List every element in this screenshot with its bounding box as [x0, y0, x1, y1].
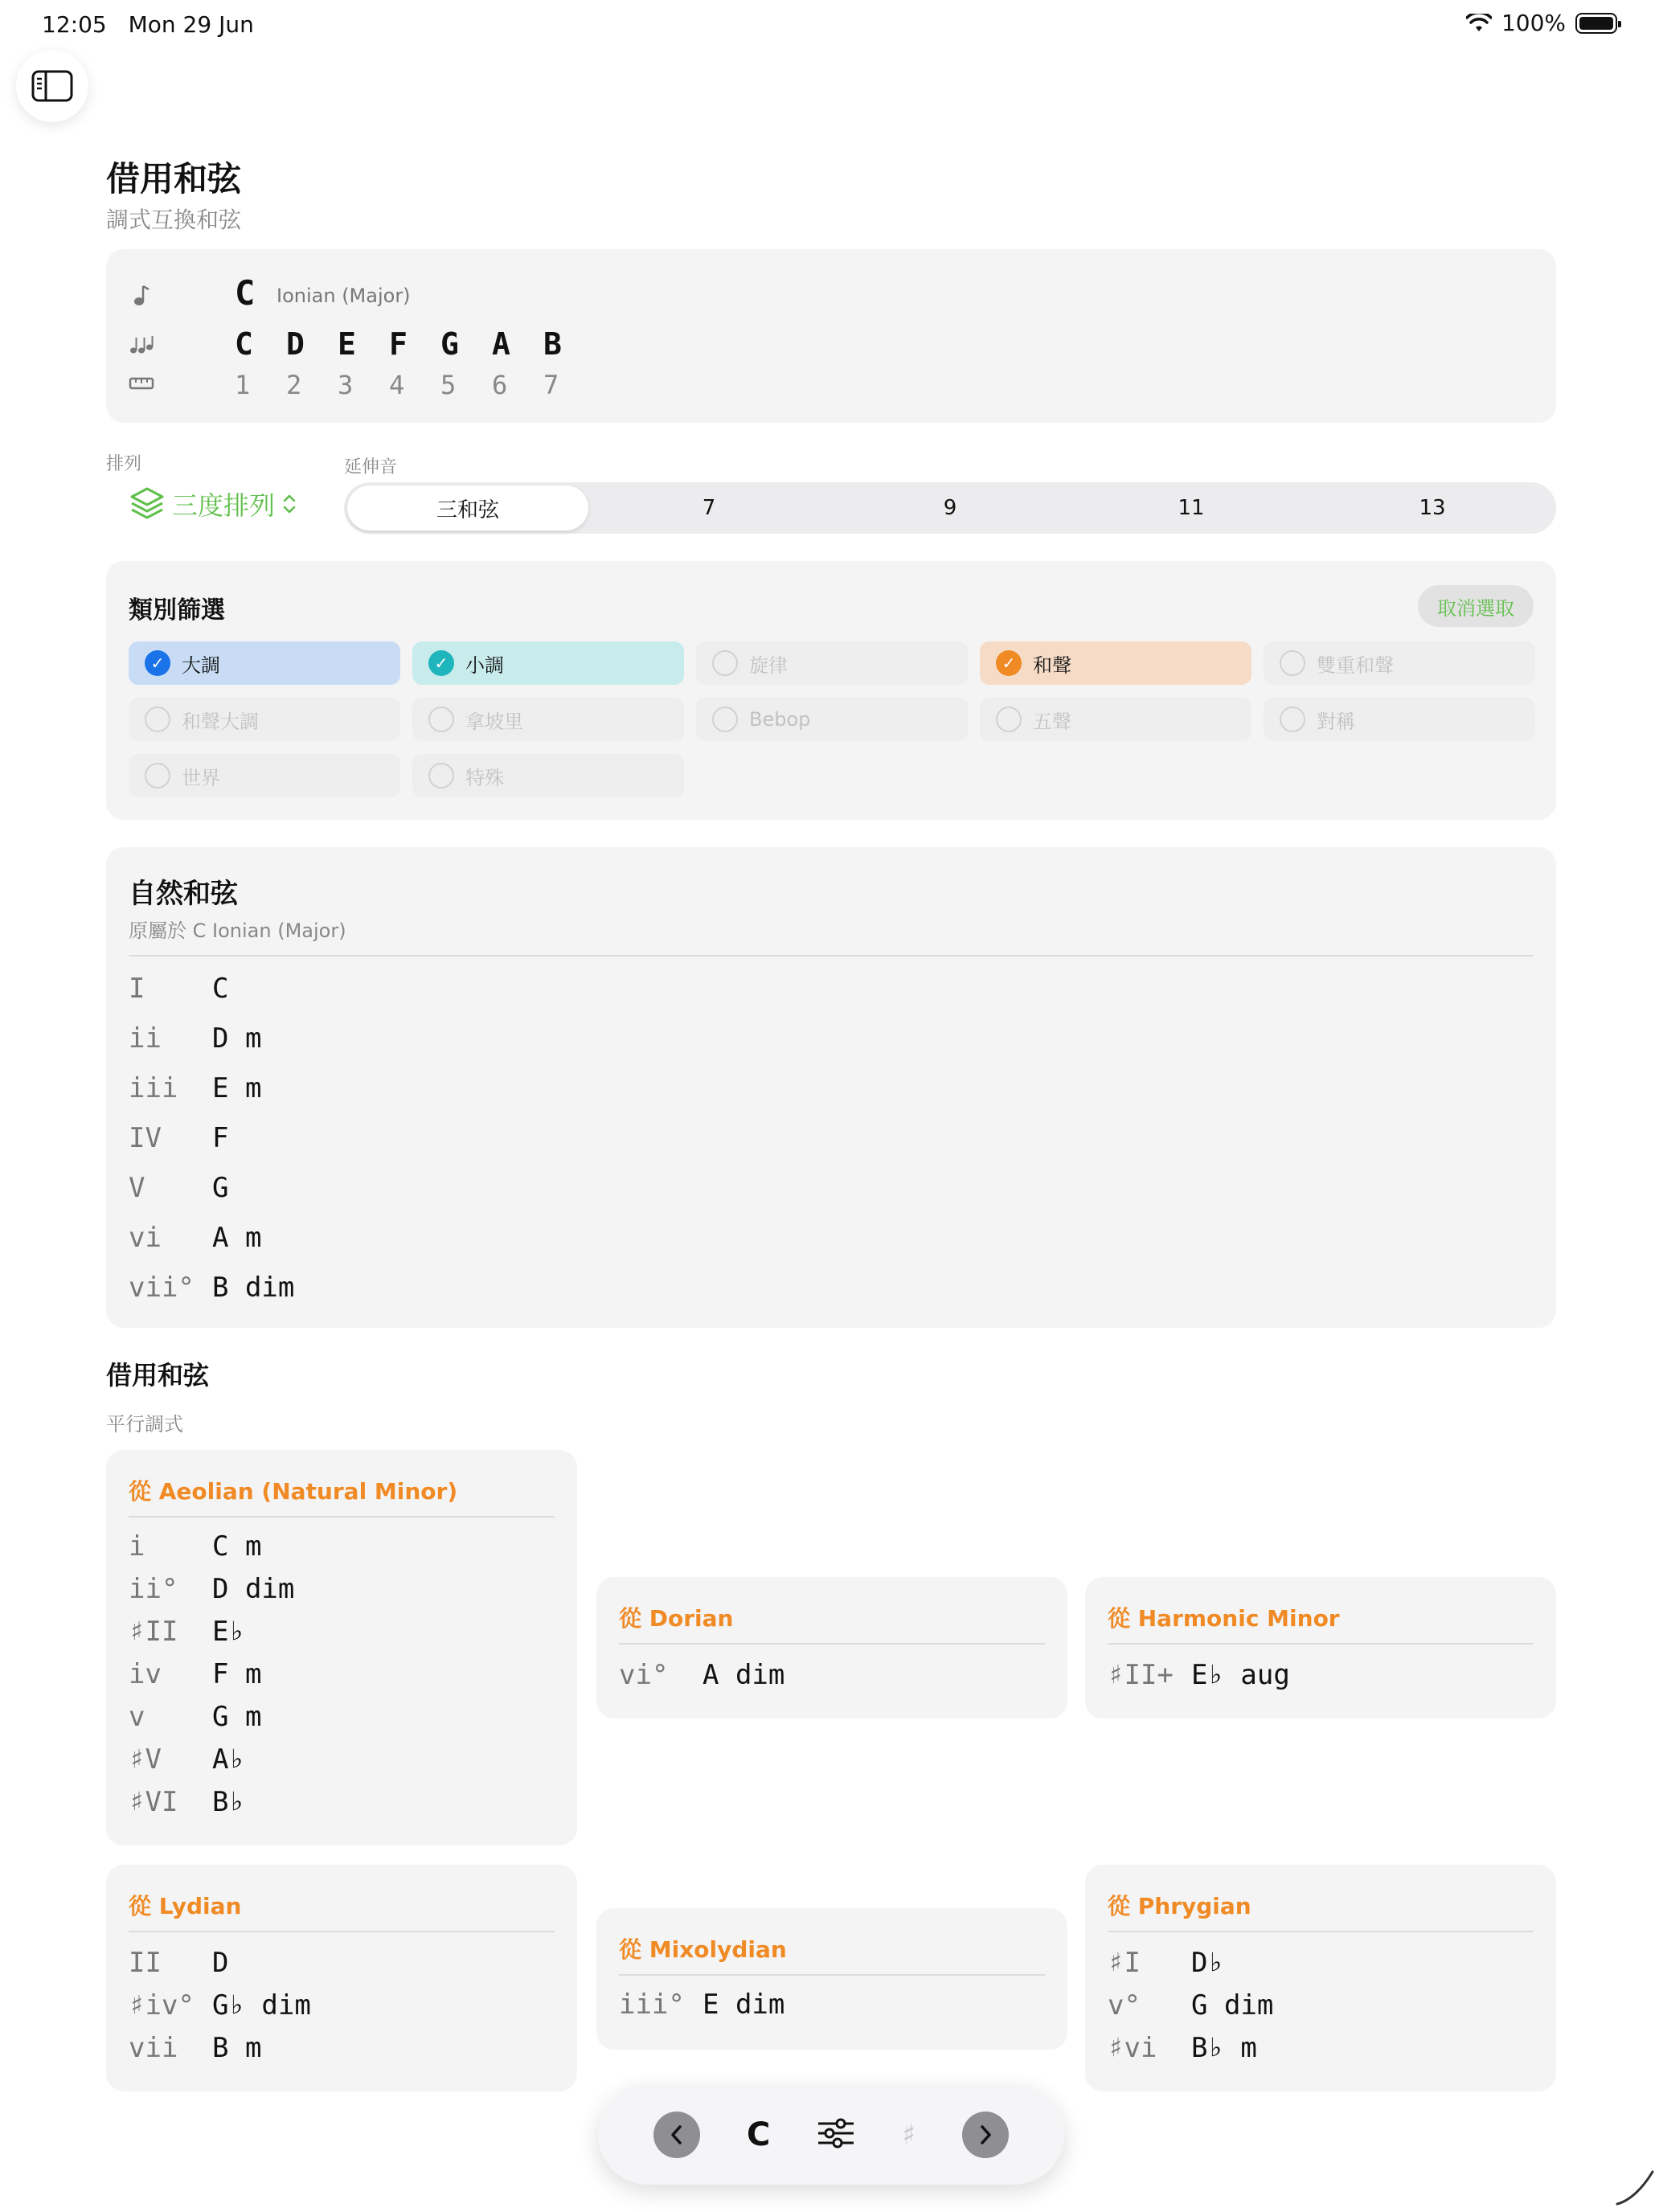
segment-triad[interactable]: 三和弦	[347, 485, 588, 530]
chord-degree: iii°	[619, 1989, 685, 2021]
scale-note: G	[440, 326, 459, 362]
diatonic-title: 自然和弦	[129, 878, 238, 910]
wifi-icon	[1466, 14, 1492, 33]
chord-row[interactable]	[129, 1172, 228, 1204]
chord-degree: vi	[129, 1222, 162, 1254]
previous-key-button[interactable]	[653, 2112, 700, 2158]
chord-degree: ♯iv°	[129, 1989, 195, 2022]
notes-icon	[129, 333, 154, 355]
scale-note: B	[543, 326, 562, 362]
chord-name: G dim	[1191, 1989, 1274, 2022]
radio-icon	[712, 707, 738, 732]
chip-label: 特殊	[465, 766, 504, 789]
scale-note: F	[389, 326, 408, 362]
mode-card-lydian	[106, 1865, 577, 2091]
divider	[1108, 1643, 1534, 1645]
radio-icon	[996, 707, 1022, 732]
chord-degree: ♯II	[129, 1616, 178, 1648]
chord-name: B♭ m	[1191, 2032, 1257, 2064]
filter-chip-double-harmonic[interactable]	[1264, 641, 1535, 685]
chord-degree: ii	[129, 1022, 162, 1055]
chord-name: C m	[212, 1530, 262, 1563]
chip-label: 旋律	[749, 653, 788, 677]
radio-icon	[145, 707, 170, 732]
chord-degree: ♯I	[1108, 1947, 1141, 1979]
radio-icon	[428, 707, 454, 732]
filter-chip-neapolitan[interactable]	[412, 698, 684, 741]
segment-7[interactable]: 7	[702, 496, 716, 520]
chord-row[interactable]	[129, 1272, 294, 1304]
battery-percent: 100%	[1501, 10, 1566, 36]
chip-label: 拿坡里	[465, 710, 523, 733]
chord-degree: ♯vi	[1108, 2032, 1157, 2064]
battery-icon	[1575, 13, 1617, 34]
sidebar-toggle-button[interactable]	[16, 50, 88, 122]
chord-name: E dim	[703, 1989, 785, 2021]
filter-chip-pentatonic[interactable]	[980, 698, 1251, 741]
chord-name: D dim	[212, 1573, 295, 1605]
chord-row[interactable]	[129, 1530, 261, 1563]
scale-note: D	[286, 326, 305, 362]
chord-degree: ♯II+	[1108, 1659, 1174, 1691]
scale-mode: Ionian (Major)	[276, 285, 411, 307]
scale-notes	[235, 326, 595, 362]
borrowed-title: 借用和弦	[106, 1360, 210, 1391]
chip-label: 對稱	[1317, 710, 1355, 733]
chord-row[interactable]	[1108, 1989, 1273, 2022]
chord-name: D♭	[1191, 1947, 1224, 1979]
chevron-up-down-icon	[281, 492, 297, 516]
voicing-value: 三度排列	[172, 490, 276, 521]
chord-degree: vii°	[129, 1272, 195, 1304]
scale-card	[106, 249, 1556, 423]
chord-name: G m	[212, 1701, 262, 1733]
chord-degree: IV	[129, 1122, 162, 1154]
chord-degree: iii	[129, 1072, 178, 1104]
scale-degrees	[235, 370, 595, 400]
filter-chip-harmonic[interactable]	[980, 641, 1251, 685]
borrowed-subtitle: 平行調式	[106, 1413, 183, 1436]
mode-card-aeolian	[106, 1450, 577, 1845]
chip-label: 五聲	[1033, 710, 1071, 733]
divider	[129, 1931, 555, 1932]
mode-card-title: 從 Lydian	[129, 1893, 242, 1919]
mode-card-title: 從 Harmonic Minor	[1108, 1605, 1340, 1632]
chord-name: D m	[212, 1022, 262, 1055]
chord-degree: v	[129, 1701, 145, 1733]
divider	[619, 1974, 1045, 1976]
chord-row[interactable]	[1108, 2032, 1257, 2064]
diatonic-subtitle: 原屬於 C Ionian (Major)	[129, 920, 346, 942]
chip-label: 大調	[182, 653, 220, 677]
filter-chip-minor[interactable]	[412, 641, 684, 685]
chord-row[interactable]	[129, 1072, 261, 1104]
ruler-icon	[129, 376, 154, 391]
diatonic-chords-card	[106, 847, 1556, 1328]
mode-card-harmonic-minor	[1085, 1577, 1556, 1718]
pencil-hover-icon	[1611, 2164, 1656, 2209]
status-time-date	[42, 11, 268, 38]
scale-degree: 4	[389, 370, 405, 400]
radio-icon	[712, 650, 738, 676]
filter-chip-major[interactable]	[129, 641, 400, 685]
chord-row[interactable]	[129, 1947, 228, 1979]
chord-row[interactable]	[129, 1786, 245, 1818]
chord-row[interactable]	[129, 1701, 261, 1733]
extensions-segmented-control	[344, 482, 1556, 534]
status-bar	[0, 0, 1659, 51]
radio-icon	[1280, 650, 1305, 676]
scale-root: C	[235, 273, 256, 313]
radio-icon	[145, 763, 170, 789]
chip-label: Bebop	[749, 708, 811, 731]
chord-name: B♭	[212, 1786, 245, 1818]
chord-name: A♭	[212, 1743, 245, 1776]
mode-card-phrygian	[1085, 1865, 1556, 2091]
chord-row[interactable]	[129, 1222, 261, 1254]
chip-label: 世界	[182, 766, 220, 789]
chevron-right-icon	[976, 2124, 995, 2146]
scale-degree: 3	[338, 370, 354, 400]
chip-label: 和聲大調	[182, 710, 259, 733]
radio-icon	[1280, 707, 1305, 732]
filter-chip-world[interactable]	[129, 754, 400, 797]
layers-icon	[129, 485, 166, 522]
scale-degree: 6	[492, 370, 508, 400]
scale-degree: 1	[235, 370, 251, 400]
mode-card-title: 從 Mixolydian	[619, 1936, 787, 1963]
scale-note: E	[338, 326, 356, 362]
sliders-icon	[817, 2117, 855, 2149]
radio-icon	[428, 763, 454, 789]
checkmark-icon: ✓	[145, 650, 170, 676]
chord-name: F	[212, 1122, 229, 1154]
chord-name: C	[212, 973, 229, 1005]
divider	[1108, 1931, 1534, 1932]
chord-name: E♭	[212, 1616, 245, 1648]
chord-degree: vii	[129, 2032, 178, 2064]
chord-degree: v°	[1108, 1989, 1141, 2022]
chord-degree: i	[129, 1530, 145, 1563]
chord-name: B m	[212, 2032, 262, 2064]
voicing-picker[interactable]	[129, 485, 297, 522]
chord-row[interactable]	[619, 1659, 784, 1691]
chord-degree: V	[129, 1172, 145, 1204]
chord-name: E♭ aug	[1191, 1659, 1290, 1691]
mode-card-title: 從 Aeolian (Natural Minor)	[129, 1478, 458, 1505]
divider	[129, 1516, 555, 1518]
note-icon	[129, 283, 154, 307]
category-filter-card	[106, 561, 1556, 820]
filter-title: 類別篩選	[129, 596, 225, 625]
mode-card-mixolydian	[596, 1908, 1067, 2050]
chord-row[interactable]	[129, 1022, 261, 1055]
chord-name: D	[212, 1947, 229, 1979]
chord-name: F m	[212, 1658, 262, 1690]
chord-degree: I	[129, 973, 145, 1005]
settings-sliders-button[interactable]	[817, 2117, 855, 2153]
chord-name: E m	[212, 1072, 262, 1104]
status-time: 12:05	[42, 11, 107, 38]
mode-card-title: 從 Dorian	[619, 1605, 734, 1632]
segment-11[interactable]: 11	[1178, 496, 1205, 520]
checkmark-icon: ✓	[996, 650, 1022, 676]
chord-degree: II	[129, 1947, 162, 1979]
deselect-all-button[interactable]: 取消選取	[1418, 585, 1534, 627]
divider	[619, 1643, 1045, 1645]
chord-name: B dim	[212, 1272, 295, 1304]
chord-row[interactable]	[1108, 1947, 1224, 1979]
chord-name: A dim	[703, 1659, 785, 1691]
chord-name: A m	[212, 1222, 262, 1254]
chord-row[interactable]	[129, 1122, 228, 1154]
chevron-left-icon	[667, 2124, 686, 2146]
chord-name: G	[212, 1172, 229, 1204]
filter-chip-symmetric[interactable]	[1264, 698, 1535, 741]
scale-note: C	[235, 326, 253, 362]
chord-row[interactable]	[1108, 1659, 1290, 1691]
chord-row[interactable]	[129, 1658, 261, 1690]
chord-row[interactable]	[129, 973, 228, 1005]
chord-degree: ii°	[129, 1573, 178, 1605]
chip-label: 雙重和聲	[1317, 653, 1394, 677]
bottom-toolbar	[598, 2085, 1064, 2185]
chord-degree: vi°	[619, 1659, 669, 1691]
chord-degree: iv	[129, 1658, 162, 1690]
sharp-toggle-button[interactable]: ♯	[902, 2119, 916, 2151]
chord-row[interactable]	[129, 2032, 261, 2064]
filter-chip-bebop[interactable]	[696, 698, 968, 741]
divider	[129, 955, 1534, 956]
next-key-button[interactable]	[962, 2112, 1009, 2158]
page-subtitle: 調式互換和弦	[106, 207, 242, 233]
checkmark-icon: ✓	[428, 650, 454, 676]
chip-label: 小調	[465, 653, 504, 677]
chord-row[interactable]	[619, 1989, 784, 2021]
mode-card-dorian	[596, 1577, 1067, 1718]
chord-row[interactable]	[129, 1573, 294, 1605]
key-selector-button[interactable]: C	[747, 2116, 771, 2153]
scale-degree: 7	[543, 370, 559, 400]
mode-card-title: 從 Phrygian	[1108, 1893, 1251, 1919]
chord-row[interactable]	[129, 1616, 245, 1648]
segment-9[interactable]: 9	[943, 496, 957, 520]
filter-chip-special[interactable]	[412, 754, 684, 797]
chord-row[interactable]	[129, 1743, 245, 1776]
status-date: Mon 29 Jun	[128, 11, 254, 38]
chord-row[interactable]	[129, 1989, 311, 2022]
filter-chip-harmonic-major[interactable]	[129, 698, 400, 741]
chord-name: G♭ dim	[212, 1989, 311, 2022]
chip-label: 和聲	[1033, 653, 1071, 677]
page-title: 借用和弦	[106, 159, 242, 199]
sidebar-icon	[31, 70, 73, 102]
chord-degree: ♯V	[129, 1743, 162, 1776]
scale-degree: 5	[440, 370, 457, 400]
status-indicators	[1466, 10, 1617, 36]
segment-13[interactable]: 13	[1419, 496, 1446, 520]
scale-note: A	[492, 326, 510, 362]
scale-degree: 2	[286, 370, 302, 400]
filter-chip-melodic[interactable]	[696, 641, 968, 685]
voicing-label: 排列	[106, 454, 142, 474]
chord-degree: ♯VI	[129, 1786, 178, 1818]
extensions-label: 延伸音	[344, 457, 398, 477]
